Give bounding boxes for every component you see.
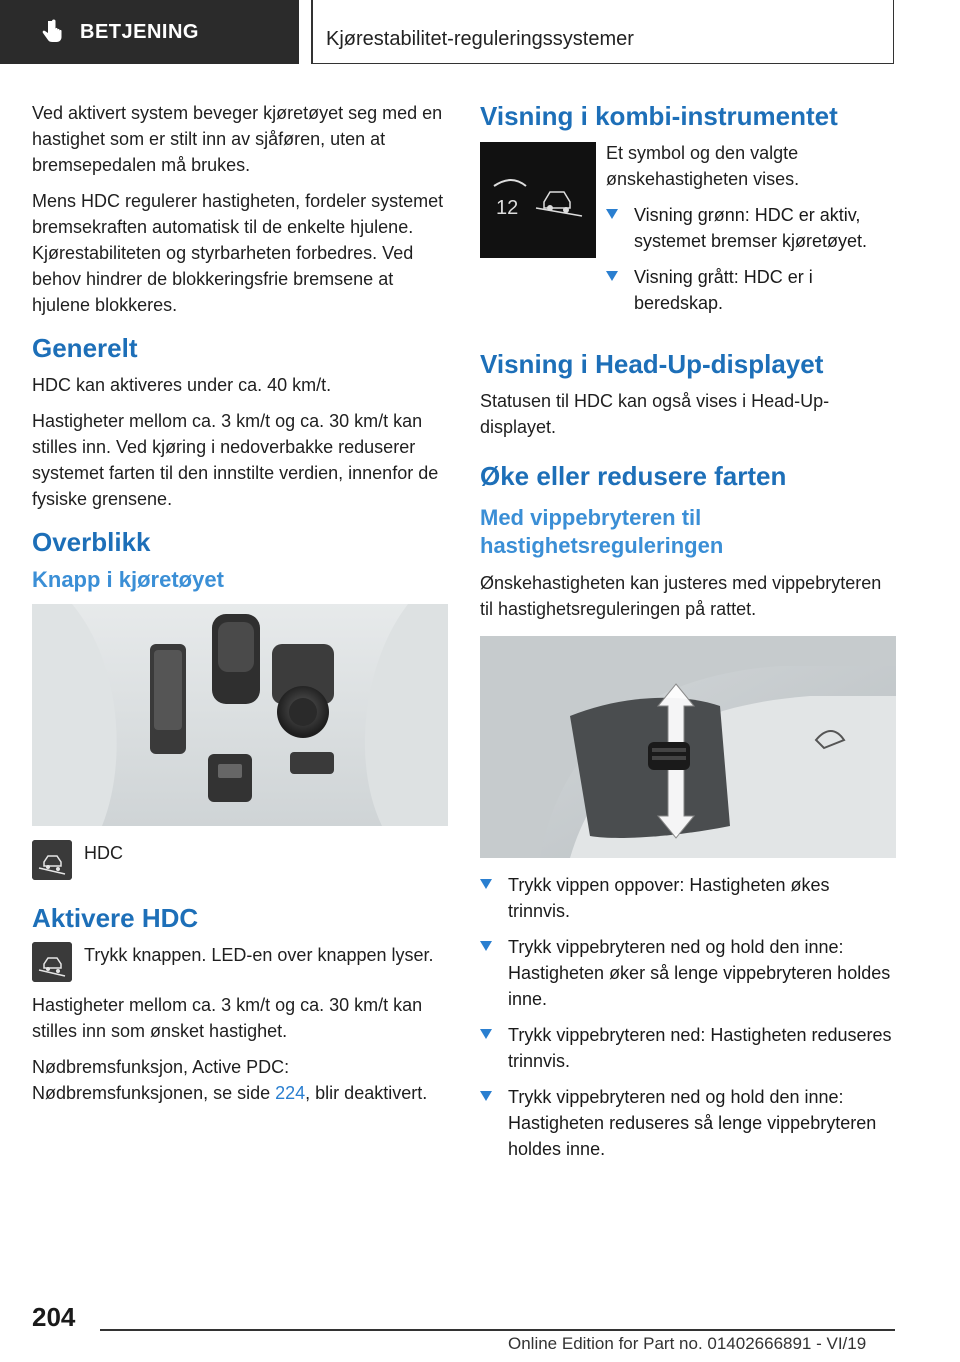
intro-paragraph-2: Mens HDC regulerer hastigheten, fordeler systemet bremsekraften automatisk til de enkelte hjulene. Kjørestabiliteten og styrbarheten forbedres. Ved behov hindrer de blokkeringsfrie bremsene at hjulene blokkeres. bbox=[32, 191, 444, 315]
cluster-display-image bbox=[480, 142, 596, 258]
intro-paragraph-1: Ved aktivert system beveger kjøretøyet seg med en hastighet som er stilt inn av sjåføren, uten at bremsepedalen må brukes. bbox=[32, 103, 443, 175]
bullet-triangle-icon bbox=[480, 1091, 492, 1101]
hdc-caption: HDC bbox=[84, 843, 123, 863]
heading-generelt: Generelt bbox=[32, 333, 138, 363]
right-column bbox=[480, 100, 896, 1172]
list-item bbox=[480, 934, 896, 1012]
aktivere-instruction-row bbox=[32, 942, 450, 982]
header-divider bbox=[311, 0, 313, 64]
section-label: BETJENING bbox=[80, 20, 199, 43]
hdc-descent-icon bbox=[32, 942, 72, 982]
bullet-triangle-icon bbox=[606, 271, 618, 281]
aktivere-paragraph-1: Hastigheter mellom ca. 3 km/t og ca. 30 km/t kan stilles inn som ønsket hastighet. bbox=[32, 995, 423, 1041]
kombi-text bbox=[606, 140, 896, 326]
aktivere-p2-text-b: , blir deaktivert. bbox=[305, 1083, 428, 1103]
kombi-bullet-list bbox=[606, 202, 896, 316]
generelt-paragraph-1: HDC kan aktiveres under ca. 40 km/t. bbox=[32, 375, 332, 395]
left-column bbox=[32, 100, 450, 1116]
bullet-triangle-icon bbox=[480, 941, 492, 951]
page-number: 204 bbox=[32, 1302, 76, 1332]
kombi-section bbox=[480, 140, 896, 326]
bullet-triangle-icon bbox=[480, 879, 492, 889]
hud-paragraph: Statusen til HDC kan også vises i Head-Up-displayet. bbox=[480, 391, 830, 437]
bullet-triangle-icon bbox=[606, 209, 618, 219]
list-item-text: Visning grønn: HDC er aktiv, systemet bremser kjøretøyet. bbox=[634, 205, 868, 251]
generelt-paragraph-2: Hastigheter mellom ca. 3 km/t og ca. 30 km/t kan stilles inn. Ved kjøring i nedoverbakke reduserer systemet farten til den innstilte verdien, innenfor de fysiske grensene. bbox=[32, 411, 439, 509]
list-item-text: Trykk vippebryteren ned og hold den inne: Hastigheten reduseres så lenge vippebryteren holdes inne. bbox=[508, 1087, 877, 1159]
steering-wheel-rocker-photo bbox=[480, 636, 896, 858]
heading-hud: Visning i Head-Up-displayet bbox=[480, 349, 824, 379]
aktivere-instruction: Trykk knappen. LED-en over knappen lyser. bbox=[84, 945, 434, 965]
list-item-text: Visning grått: HDC er i beredskap. bbox=[634, 267, 813, 313]
heading-vippe: Med vippebryteren til hastighetsreguleringen bbox=[480, 505, 724, 558]
chapter-title: Kjørestabilitet-reguleringssystemer bbox=[326, 28, 634, 50]
footer-rule bbox=[100, 1329, 895, 1331]
list-item bbox=[606, 264, 896, 316]
heading-kombi: Visning i kombi-instrumentet bbox=[480, 101, 838, 131]
page-reference-link[interactable]: 224 bbox=[275, 1083, 306, 1103]
list-item bbox=[606, 202, 896, 254]
vippe-bullet-list bbox=[480, 872, 896, 1162]
kombi-paragraph: Et symbol og den valgte ønskehastigheten vises. bbox=[606, 143, 800, 189]
section-tab bbox=[0, 0, 299, 64]
bullet-triangle-icon bbox=[480, 1029, 492, 1039]
aktivere-p2-text-a: Nødbremsfunksjon, Active PDC: Nødbremsfunksjonen, se side bbox=[32, 1057, 290, 1103]
heading-oke: Øke eller redusere farten bbox=[480, 461, 787, 491]
center-console-photo bbox=[32, 604, 448, 826]
aktivere-paragraph-2 bbox=[32, 1054, 450, 1106]
cluster-speed-value: 12 bbox=[496, 197, 519, 219]
list-item bbox=[480, 872, 896, 924]
pointing-hand-icon bbox=[38, 18, 66, 46]
heading-overblikk: Overblikk bbox=[32, 527, 151, 557]
list-item-text: Trykk vippen oppover: Hastigheten økes trinnvis. bbox=[508, 875, 830, 921]
list-item bbox=[480, 1022, 896, 1074]
list-item bbox=[480, 1084, 896, 1162]
hdc-descent-icon bbox=[32, 840, 72, 880]
hdc-caption-row bbox=[32, 840, 450, 880]
vippe-paragraph: Ønskehastigheten kan justeres med vippebryteren til hastighetsreguleringen på rattet. bbox=[480, 573, 882, 619]
heading-knapp: Knapp i kjøretøyet bbox=[32, 567, 224, 592]
list-item-text: Trykk vippebryteren ned og hold den inne: Hastigheten øker så lenge vippebryteren holdes inne. bbox=[508, 937, 891, 1009]
list-item-text: Trykk vippebryteren ned: Hastigheten reduseres trinnvis. bbox=[508, 1025, 892, 1071]
heading-aktivere: Aktivere HDC bbox=[32, 903, 199, 933]
edition-text: Online Edition for Part no. 01402666891 - VI/19 bbox=[508, 1334, 867, 1353]
